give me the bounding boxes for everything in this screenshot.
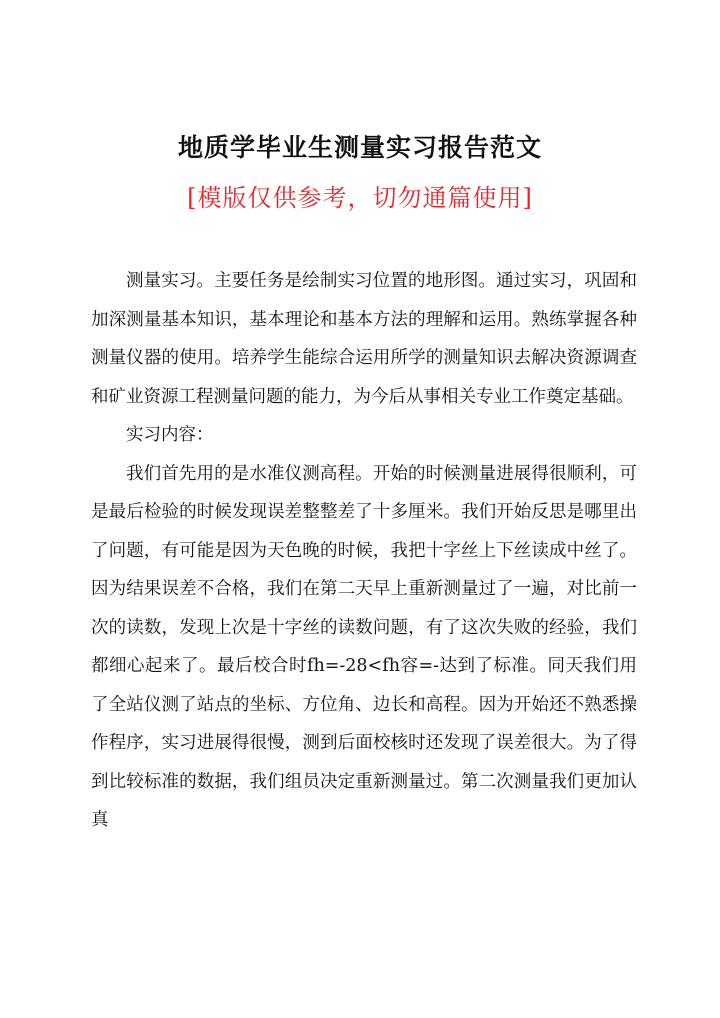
document-subtitle: [模版仅供参考，切勿通篇使用] xyxy=(187,184,533,212)
paragraph-objective: 测量实习。主要任务是绘制实习位置的地形图。通过实习，巩固和加深测量基本知识，基本理论和基本方法的理解和运用。熟练掌握各种测量仪器的使用。培养学生能综合运用所学的测量知识去解决资源调查和矿业资源工程测量问题的能力，为今后从事相关专业工作奠定基础。 xyxy=(91,271,637,407)
document-title: 地质学毕业生测量实习报告范文 xyxy=(177,133,542,162)
section-heading-content: 实习内容： xyxy=(126,425,214,445)
document-body xyxy=(91,262,637,840)
paragraph-content: 我们首先用的是水准仪测高程。开始的时候测量进展得很顺利，可是最后检验的时候发现误差整整差了十多厘米。我们开始反思是哪里出了问题，有可能是因为天色晚的时候，我把十字丝上下丝读成中丝了。因为结果误差不合格，我们在第二天早上重新测量过了一遍，对比前一次的读数，发现上次是十字丝的读数问题，有了这次失败的经验，我们都细心起来了。最后校合时fh=-28<fh容=-达到了标准。同天我们用了全站仪测了站点的坐标、方位角、边长和高程。因为开始还不熟悉操作程序，实习进展得很慢，测到后面校核时还发现了误差很大。为了得到比较标准的数据，我们组员决定重新测量过。第二次测量我们更加认真 xyxy=(91,463,637,830)
